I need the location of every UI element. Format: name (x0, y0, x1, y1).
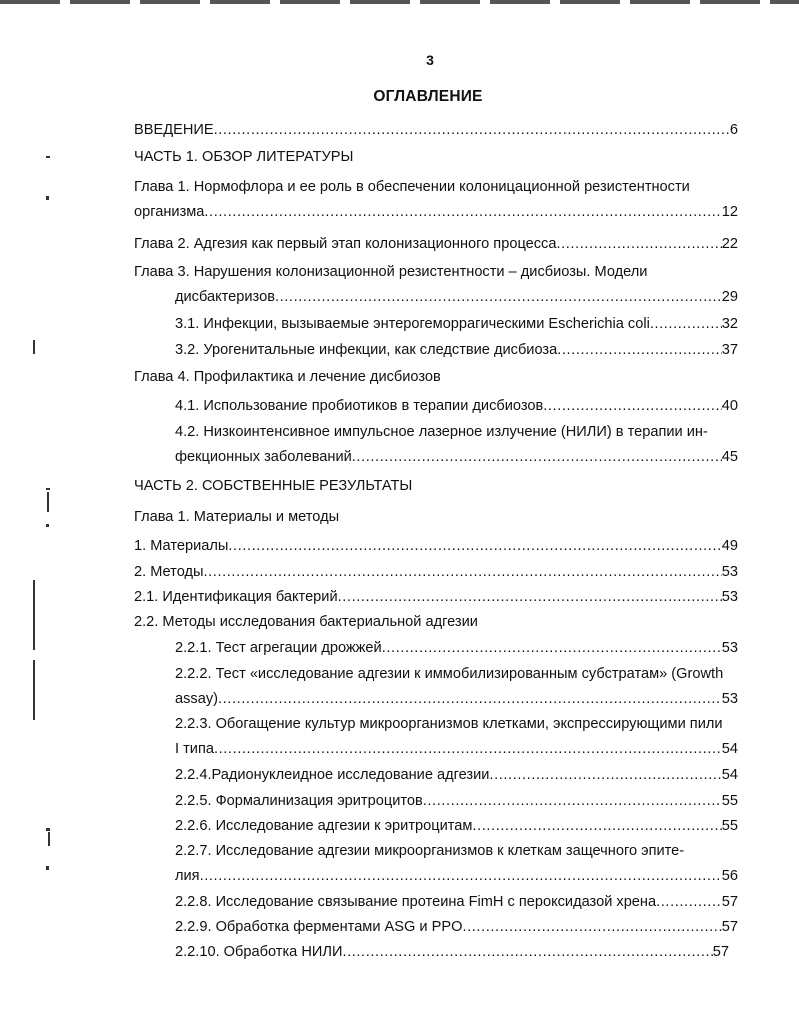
toc-entry-label: 2.2.5. Формалинизация эритроцитов (175, 793, 423, 809)
toc-entry-label: ЧАСТЬ 2. СОБСТВЕННЫЕ РЕЗУЛЬТАТЫ (134, 478, 413, 494)
toc-page-number: 49 (721, 538, 738, 554)
toc-entry-label: организма (134, 204, 205, 220)
scan-mark (33, 340, 35, 354)
leader-dots (557, 342, 722, 358)
toc-section-2-2-heading (134, 614, 738, 630)
scan-mark (46, 524, 49, 527)
toc-entry-2-2-1[interactable] (134, 640, 738, 656)
toc-entry-2-2-3[interactable] (134, 716, 738, 757)
toc-page-number: 55 (721, 818, 738, 834)
toc-entry-label: I типа (175, 741, 214, 757)
scan-top-border (0, 0, 799, 4)
leader-dots (489, 767, 721, 783)
toc-page-number: 53 (721, 640, 738, 656)
toc-entry-label: 1. Материалы (134, 538, 229, 554)
toc-page-number: 56 (721, 868, 738, 884)
toc-entry-chapter-1-1[interactable] (134, 179, 738, 220)
toc-page-number: 53 (721, 589, 738, 605)
toc-entry-chapter-1-3[interactable] (134, 264, 738, 305)
toc-entry-label: 2.2.1. Тест агрегации дрожжей (175, 640, 382, 656)
toc-entry-methods[interactable] (134, 564, 738, 580)
toc-entry-label: 2. Методы (134, 564, 204, 580)
leader-dots (543, 398, 722, 414)
scan-mark (46, 828, 50, 831)
toc-entry-label: 3.1. Инфекции, вызываемые энтерогеморрагическими Escherichia coli (175, 316, 650, 332)
leader-dots (472, 818, 721, 834)
scan-mark (46, 156, 50, 158)
leader-dots (656, 894, 722, 910)
leader-dots (462, 919, 721, 935)
toc-page-number: 57 (721, 919, 738, 935)
toc-entry-2-2-2[interactable] (134, 666, 738, 707)
toc-entry-label-line1: 2.2.7. Исследование адгезии микроорганизмов к клеткам защечного эпите- (175, 843, 685, 859)
toc-entry-2-2-8[interactable] (134, 894, 738, 910)
leader-dots (556, 236, 721, 252)
leader-dots (423, 793, 722, 809)
scan-mark (46, 196, 49, 200)
toc-entry-2-2-7[interactable] (134, 843, 738, 884)
scan-mark (33, 660, 35, 720)
toc-page-number: 53 (721, 691, 738, 707)
leader-dots (214, 122, 730, 138)
toc-entry-introduction[interactable] (134, 122, 738, 138)
toc-entry-2-2-10[interactable] (134, 944, 729, 960)
toc-entry-2-1[interactable] (134, 589, 738, 605)
toc-entry-label: лия (175, 868, 200, 884)
toc-page-number: 37 (721, 342, 738, 358)
toc-page-number: 40 (721, 398, 738, 414)
toc-entry-label: 2.2.4.Радионуклеидное исследование адгезии (175, 767, 490, 783)
leader-dots (338, 589, 722, 605)
toc-entry-label-line1: 4.2. Низкоинтенсивное импульсное лазерное излучение (НИЛИ) в терапии ин- (175, 424, 708, 440)
leader-dots (228, 538, 721, 554)
toc-chapter-2-1-heading (134, 509, 738, 525)
page-number: 3 (426, 52, 434, 68)
toc-entry-label: 2.2.8. Исследование связывание протеина FimH с пероксидазой хрена (175, 894, 657, 910)
toc-page-number: 57 (712, 944, 729, 960)
scan-mark (46, 488, 50, 490)
toc-chapter-1-4-heading (134, 369, 738, 385)
toc-entry-4-1[interactable] (134, 398, 738, 414)
toc-page-number: 54 (721, 741, 738, 757)
scan-mark (47, 492, 49, 512)
toc-page-number: 45 (721, 449, 738, 465)
leader-dots (204, 564, 722, 580)
toc-entry-2-2-9[interactable] (134, 919, 738, 935)
toc-entry-chapter-1-2[interactable] (134, 236, 738, 252)
toc-page-number: 12 (721, 204, 738, 220)
toc-entry-2-2-6[interactable] (134, 818, 738, 834)
leader-dots (650, 316, 722, 332)
toc-part-1-heading (134, 149, 738, 165)
toc-entry-label: 2.2.10. Обработка НИЛИ (175, 944, 343, 960)
toc-page-number: 57 (721, 894, 738, 910)
toc-entry-label: 2.2.6. Исследование адгезии к эритроцитам (175, 818, 473, 834)
toc-part-2-heading (134, 478, 738, 494)
leader-dots (342, 944, 712, 960)
toc-entry-4-2[interactable] (134, 424, 738, 465)
toc-entry-label-line1: Глава 1. Нормофлора и ее роль в обеспечении колоницационной резистентности (134, 179, 690, 195)
toc-entry-label: 4.1. Использование пробиотиков в терапии дисбиозов (175, 398, 544, 414)
toc-page-number: 53 (721, 564, 738, 580)
toc-entry-label: 2.1. Идентификация бактерий (134, 589, 338, 605)
toc-entry-label-line1: 2.2.3. Обогащение культур микроорганизмов клетками, экспрессирующими пили (175, 716, 723, 732)
toc-page-number: 29 (721, 289, 738, 305)
toc-entry-label: 2.2.9. Обработка ферментами ASG и PPO (175, 919, 463, 935)
toc-page-number: 54 (721, 767, 738, 783)
toc-page-number: 32 (721, 316, 738, 332)
toc-page-number: 6 (729, 122, 738, 138)
scan-mark (33, 580, 35, 650)
scan-mark (46, 866, 49, 870)
toc-entry-label: assay) (175, 691, 218, 707)
toc-entry-3-2[interactable] (134, 342, 738, 358)
toc-entry-materials[interactable] (134, 538, 738, 554)
leader-dots (204, 204, 721, 220)
toc-entry-label: Глава 4. Профилактика и лечение дисбиозов (134, 369, 441, 385)
toc-page-number: 22 (721, 236, 738, 252)
toc-entry-label: 3.2. Урогенитальные инфекции, как следствие дисбиоза (175, 342, 558, 358)
toc-entry-label: фекционных заболеваний (175, 449, 352, 465)
toc-entry-2-2-4[interactable] (134, 767, 738, 783)
leader-dots (352, 449, 722, 465)
toc-entry-label: ЧАСТЬ 1. ОБЗОР ЛИТЕРАТУРЫ (134, 149, 354, 165)
leader-dots (200, 868, 722, 884)
leader-dots (275, 289, 722, 305)
toc-page-number: 55 (721, 793, 738, 809)
toc-entry-label: Глава 2. Адгезия как первый этап колонизационного процесса (134, 236, 557, 252)
leader-dots (218, 691, 722, 707)
toc-title: ОГЛАВЛЕНИЕ (373, 88, 483, 105)
toc-entry-label: Глава 1. Материалы и методы (134, 509, 340, 525)
toc-entry-label: ВВЕДЕНИЕ (134, 122, 214, 138)
leader-dots (382, 640, 722, 656)
toc-entry-3-1[interactable] (134, 316, 738, 332)
scan-mark (48, 832, 50, 846)
toc-entry-label: дисбактеризов (175, 289, 275, 305)
toc-entry-label-line1: Глава 3. Нарушения колонизационной резистентности – дисбиозы. Модели (134, 264, 648, 280)
leader-dots (214, 741, 722, 757)
toc-entry-label: 2.2. Методы исследования бактериальной адгезии (134, 614, 478, 630)
toc-entry-2-2-5[interactable] (134, 793, 738, 809)
toc-entry-label-line1: 2.2.2. Тест «исследование адгезии к иммобилизированным субстратам» (Growth (175, 666, 724, 682)
